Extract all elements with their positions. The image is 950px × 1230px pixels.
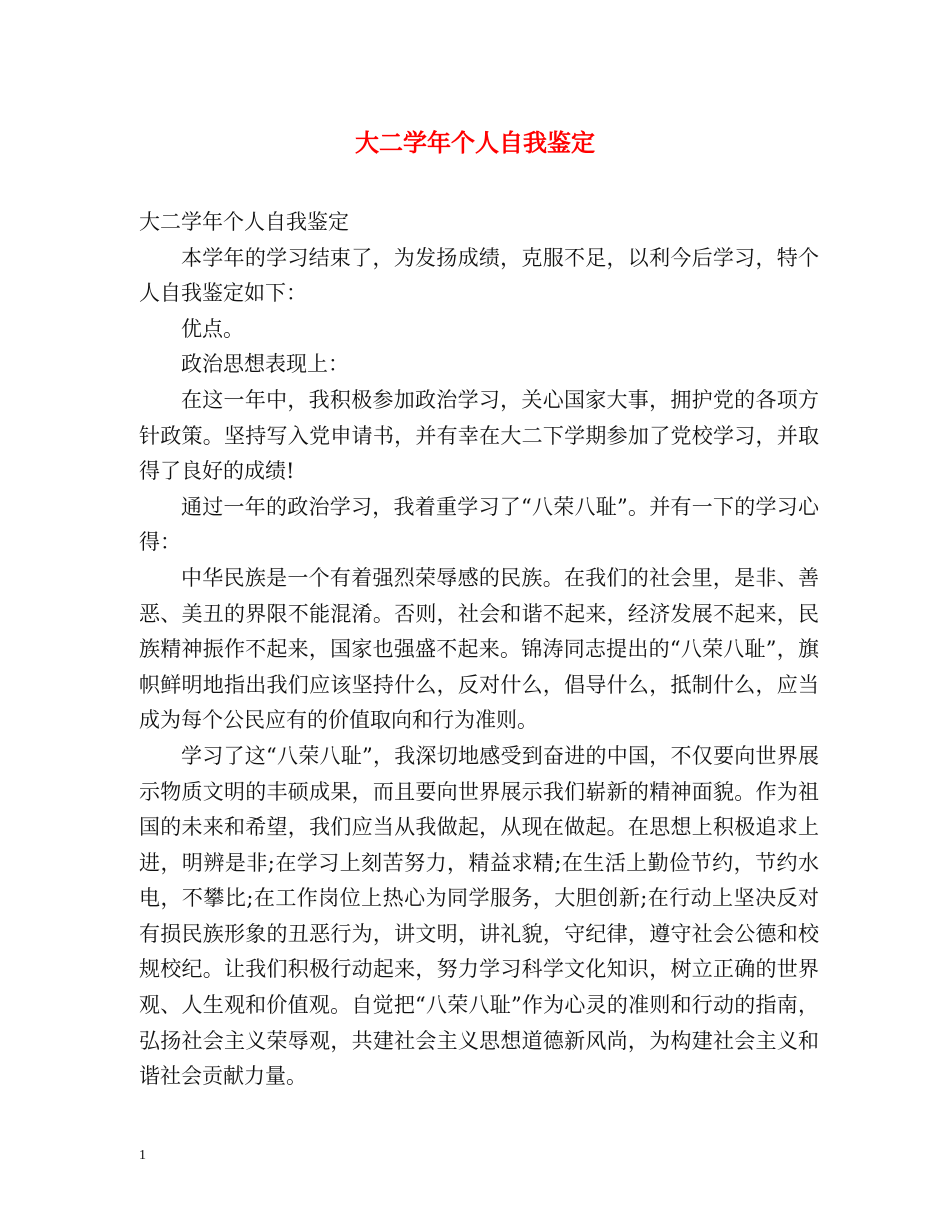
paragraph-learning-notes: 通过一年的政治学习，我着重学习了“八荣八耻”。并有一下的学习心得：	[139, 494, 819, 555]
paragraph-political-heading: 政治思想表现上：	[181, 352, 349, 377]
paragraph-strengths: 优点。	[181, 316, 244, 341]
paragraph-political-study: 在这一年中，我积极参加政治学习，关心国家大事，拥护党的各项方针政策。坚持写入党申请书，并有幸在大二下学期参加了党校学习，并取得了良好的成绩!	[139, 387, 819, 484]
paragraph-heading: 大二学年个人自我鉴定	[139, 210, 349, 234]
document-title: 大二学年个人自我鉴定	[355, 128, 595, 157]
document-body	[139, 205, 819, 1095]
paragraph-action-plan: 学习了这“八荣八耻”，我深切地感受到奋进的中国，不仅要向世界展示物质文明的丰硕成果，而且要向世界展示我们崭新的精神面貌。作为祖国的未来和希望，我们应当从我做起，从现在做起。在思想上积极追求上进，明辨是非;在学习上刻苦努力，精益求精;在生活上勤俭节约，节约水电，不攀比;在工作岗位上热心为同学服务，大胆创新;在行动上坚决反对有损民族形象的丑恶行为，讲文明，讲礼貌，守纪律，遵守社会公德和校规校纪。让我们积极行动起来，努力学习科学文化知识，树立正确的世界观、人生观和价值观。自觉把“八荣八耻”作为心灵的准则和行动的指南，弘扬社会主义荣辱观，共建社会主义思想道德新风尚，为构建社会主义和谐社会贡献力量。	[139, 743, 819, 1089]
paragraph-national-honor: 中华民族是一个有着强烈荣辱感的民族。在我们的社会里，是非、善恶、美丑的界限不能混淆。否则，社会和谐不起来，经济发展不起来，民族精神振作不起来，国家也强盛不起来。锦涛同志提出的“八荣八耻”，旗帜鲜明地指出我们应该坚持什么，反对什么，倡导什么，抵制什么，应当成为每个公民应有的价值取向和行为准则。	[139, 565, 819, 733]
paragraph-intro: 本学年的学习结束了，为发扬成绩，克服不足，以利今后学习，特个人自我鉴定如下：	[139, 245, 819, 306]
page-number: 1	[139, 1148, 146, 1163]
